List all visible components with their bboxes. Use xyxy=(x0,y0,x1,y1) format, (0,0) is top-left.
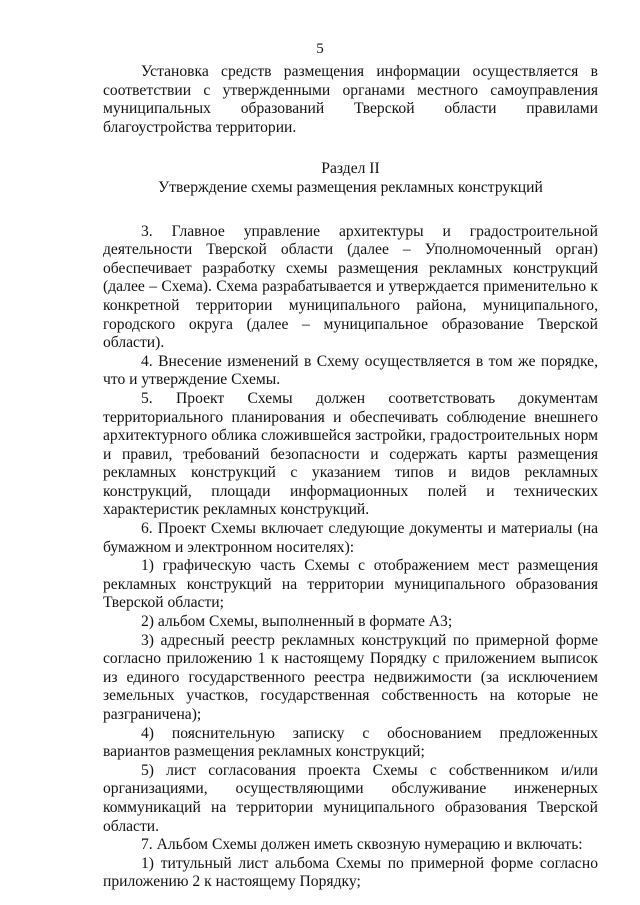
list-item-6-2: 2) альбом Схемы, выполненный в формате А3; xyxy=(141,613,453,631)
page-number: 5 xyxy=(316,41,324,57)
paragraph-4: 4. Внесение изменений в Схему осуществляется в том же порядке, что и утверждение Схемы. xyxy=(103,352,598,389)
list-item-6-3: 3) адресный реестр рекламных конструкций по примерной форме согласно приложению 1 к настоящему Порядку с приложением выписок из единого государственного реестра недвижимости (за исключением земельных участков, государственная собственность на которые не разграничена); xyxy=(103,631,598,723)
paragraph-3: 3. Главное управление архитектуры и градостроительной деятельности Тверской области (далее – Уполномоченный орган) обеспечивает разработку схемы размещения рекламных конструкций (далее – Схема). Схема разрабатывается и утверждается применительно к конкретной территории муниципального района, муниципального, городского округа (далее – муниципальное образование Тверской области). xyxy=(103,222,598,352)
list-item-7-1: 1) титульный лист альбома Схемы по примерной форме согласно приложению 2 к настоящему Порядку; xyxy=(103,854,598,891)
section-label: Раздел II xyxy=(321,160,380,178)
paragraph-5: 5. Проект Схемы должен соответствовать документам территориального планирования и обеспечивать соблюдение внешнего архитектурного облика сложившейся застройки, градостроительных норм и правил, требований безопасности и содержать карты размещения рекламных конструкций с указанием типов и видов рекламных конструкций, площади информационных полей и технических характеристик рекламных конструкций. xyxy=(103,389,598,519)
document-body xyxy=(103,63,598,892)
list-item-6-1: 1) графическую часть Схемы с отображением мест размещения рекламных конструкций на территории муниципального образования Тверской области; xyxy=(103,557,598,612)
section-title: Утверждение схемы размещения рекламных конструкций xyxy=(158,178,543,196)
list-item-6-5: 5) лист согласования проекта Схемы с собственником и/или организациями, осуществляющими обслуживание инженерных коммуникаций на территории муниципального образования Тверской области. xyxy=(103,761,598,835)
list-item-6-4: 4) пояснительную записку с обоснованием предложенных вариантов размещения рекламных конструкций; xyxy=(103,724,598,761)
paragraph-6: 6. Проект Схемы включает следующие документы и материалы (на бумажном и электронном носителях): xyxy=(103,520,598,556)
intro-paragraph: Установка средств размещения информации осуществляется в соответствии с утвержденными органами местного самоуправления муниципальных образований Тверской области правилами благоустройства территории. xyxy=(103,63,598,136)
paragraph-7: 7. Альбом Схемы должен иметь сквозную нумерацию и включать: xyxy=(141,836,583,854)
